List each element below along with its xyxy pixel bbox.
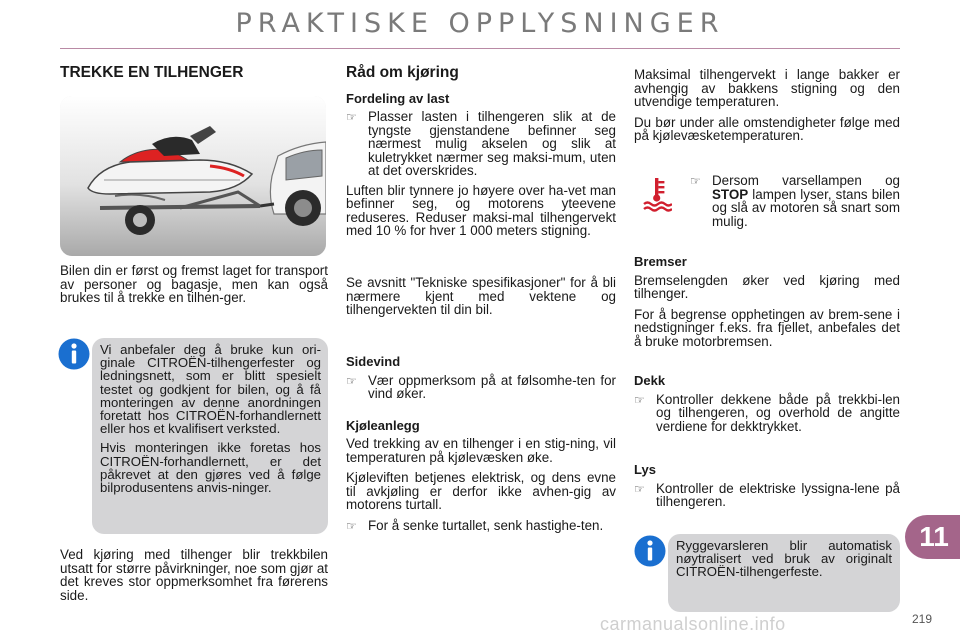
load-bullet bbox=[346, 110, 616, 178]
info-icon bbox=[58, 338, 90, 375]
cooling-heading: Kjøleanlegg bbox=[346, 417, 420, 433]
chapter-tab: 11 bbox=[905, 515, 960, 559]
left-column-text bbox=[60, 264, 328, 312]
outro-paragraph: Ved kjøring med tilhenger blir trekkbilen utsatt for større påvirkninger, noe som gjør at det kreves stor oppmerksomhet fra førerens side. bbox=[60, 547, 328, 603]
recommendation-info-box bbox=[92, 338, 328, 534]
middle-column bbox=[346, 66, 616, 245]
intro-paragraph: Bilen din er først og fremst laget for transport av personer og bagasje, men kan også brukes til å trekke en tilhen-ger. bbox=[60, 263, 328, 305]
warning-bullet-block bbox=[690, 174, 900, 234]
pointing-finger-icon: ☞ bbox=[346, 110, 357, 124]
cooling-paragraph-1: Ved trekking av en tilhenger i en stig-ning, vil temperaturen på kjølevæsken øke. bbox=[346, 436, 616, 465]
info-paragraph-1: Vi anbefaler deg å bruke kun ori-ginale CITROËN-tilhengerfester og ledningsnett, som er blitt spesielt testet og godkjent for bilen, og å få monteringen av denne anordningen foretatt hos CITROËN-forhandlernett eller hos et kvalifisert verksted. bbox=[100, 342, 321, 437]
cooling-bullet bbox=[346, 519, 616, 534]
watermark: carmanualsonline.info bbox=[600, 614, 786, 634]
middle-column-specs bbox=[346, 276, 616, 324]
max-weight-paragraph: Maksimal tilhengervekt i lange bakker er avhengig av bakkens stigning og den utvendige temperaturen. bbox=[634, 67, 900, 109]
warning-bullet bbox=[690, 174, 900, 228]
cooling-bullet-text: For å senke turtallet, senk hastighe-ten. bbox=[368, 517, 604, 533]
section-title-driving-advice: Råd om kjøring bbox=[346, 64, 459, 81]
cooling-paragraph-2: Kjøleviften betjenes elektrisk, og dens evne til avkjøling er derfor ikke avhen-gig av motorens turtall. bbox=[346, 470, 616, 512]
lights-heading: Lys bbox=[634, 462, 656, 477]
brakes-paragraph-2: For å begrense opphetingen av brem-sene i nedstigninger f.eks. fra fjellet, anbefales det å bruke motorbremsen. bbox=[634, 306, 900, 349]
pointing-finger-icon: ☞ bbox=[690, 174, 701, 188]
warning-text-post: lampen lyser, stans bilen og slå av motoren så snart som mulig. bbox=[712, 186, 900, 229]
warning-text-pre: Dersom varsellampen og bbox=[712, 173, 900, 188]
lights-bullet bbox=[634, 482, 900, 509]
brakes-paragraph-1: Bremselengden øker ved kjøring med tilhenger. bbox=[634, 272, 900, 301]
pointing-finger-icon: ☞ bbox=[634, 481, 645, 496]
tyres-bullet-text: Kontroller dekkene både på trekkbi-len og tilhengeren, og overhold de angitte verdiene for dekktrykket. bbox=[656, 391, 900, 434]
crosswind-bullet bbox=[346, 374, 616, 401]
load-distribution-heading: Fordeling av last bbox=[346, 90, 450, 106]
crosswind-heading: Sidevind bbox=[346, 354, 401, 369]
info-paragraph-2: Hvis monteringen ikke foretas hos CITROËN-forhandlernett, er det påkrevet at den gjøres ved å følge bilprodusentens anvis-ninger. bbox=[100, 440, 321, 496]
title-divider bbox=[60, 48, 900, 49]
right-column-lower bbox=[634, 255, 900, 515]
parking-sensor-info-box bbox=[668, 534, 900, 612]
warning-bullet-text bbox=[712, 174, 900, 228]
altitude-paragraph: Luften blir tynnere jo høyere over ha-vet man befinner seg, og motorens yteevene reduseres. Reduser maksi-mal tilhengervekt med 10 % for hver 1 000 meters stigning. bbox=[346, 182, 616, 238]
section-title-towing: TREKKE EN TILHENGER bbox=[60, 64, 244, 81]
pointing-finger-icon: ☞ bbox=[346, 373, 357, 388]
left-column-outro bbox=[60, 548, 328, 609]
pointing-finger-icon: ☞ bbox=[634, 392, 645, 407]
car-with-jetski-trailer-illustration bbox=[60, 96, 326, 256]
trailer-illustration-svg bbox=[60, 96, 326, 256]
tyres-heading: Dekk bbox=[634, 373, 666, 388]
middle-column-lower bbox=[346, 355, 616, 539]
right-column bbox=[634, 68, 900, 150]
load-bullet-text: Plasser lasten i tilhengeren slik at de tyngste gjenstandene befinner seg nærmest mulig akselen og slik at kuletrykket nærmer seg maksi-mum, uten at det overskrides. bbox=[368, 109, 616, 178]
info-icon bbox=[634, 535, 666, 572]
page-number: 219 bbox=[912, 612, 933, 626]
coolant-temperature-warning-icon bbox=[642, 176, 672, 217]
specifications-paragraph: Se avsnitt "Tekniske spesifikasjoner" for å bli nærmere kjent med vektene og tilhengervekten til din bil. bbox=[346, 275, 616, 317]
tyres-bullet bbox=[634, 393, 900, 434]
coolant-attention-paragraph: Du bør under alle omstendigheter følge med på kjølevæsketemperaturen. bbox=[634, 114, 900, 143]
page-title: PRAKTISKE OPPLYSNINGER bbox=[235, 8, 725, 39]
left-column bbox=[60, 66, 328, 80]
pointing-finger-icon: ☞ bbox=[346, 518, 357, 533]
brakes-heading: Bremser bbox=[634, 254, 687, 269]
crosswind-bullet-text: Vær oppmerksom på at følsomhe-ten for vind øker. bbox=[368, 372, 616, 401]
warning-text-stop: STOP bbox=[712, 186, 749, 202]
parking-sensor-info-text: Ryggevarsleren blir automatisk nøytralisert ved bruk av originalt CITROËN-tilhengerfeste. bbox=[676, 538, 892, 580]
lights-bullet-text: Kontroller de elektriske lyssigna-lene på tilhengeren. bbox=[656, 480, 900, 509]
